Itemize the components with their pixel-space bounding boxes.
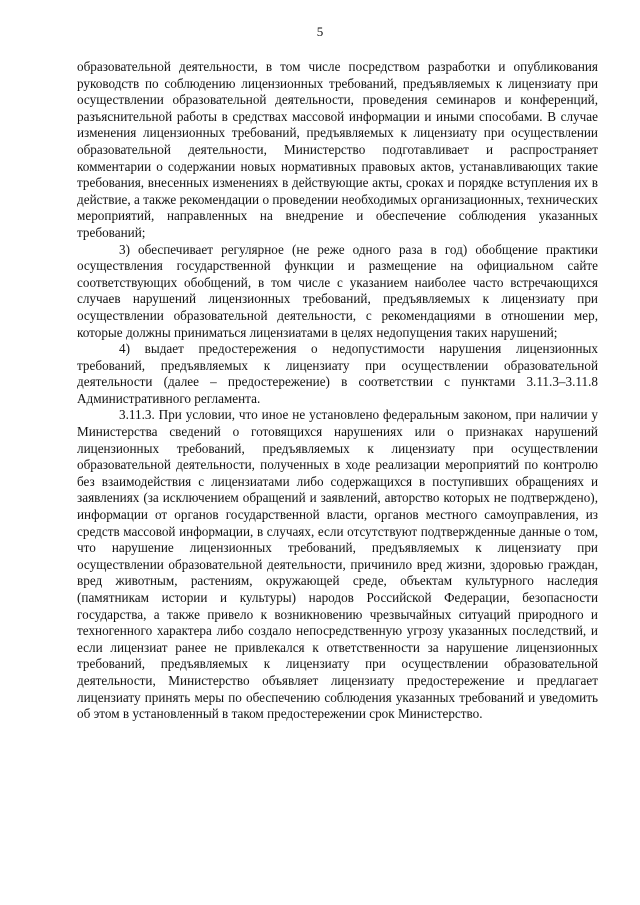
paragraph-item-4: 4) выдает предостережения о недопустимости нарушения лицензионных требований, предъявляемых к лицензиату при осуществлении образовательной деятельности (далее – предостережение) в соответствии с пунктами 3.11.3–3.11.8 Административного регламента.	[77, 341, 598, 406]
paragraph-item-3: 3) обеспечивает регулярное (не реже одного раза в год) обобщение практики осуществления государственной функции и размещение на официальном сайте соответствующих обобщений, в том числе с указанием наиболее часто встречающихся случаев нарушений лицензионных требований, предъявляемых к лицензиату при осуществлении образовательной деятельности, с рекомендациями в отношении мер, которые должны приниматься лицензиатами в целях недопущения таких нарушений;	[77, 241, 598, 340]
paragraph-3-11-3: 3.11.3. При условии, что иное не установлено федеральным законом, при наличии у Министерства сведений о готовящихся нарушениях или о признаках нарушений лицензионных требований, предъявляемых к лицензиату при осуществлении образовательной деятельности, полученных в ходе реализации мероприятий по контролю без взаимодействия с лицензиатами либо содержащихся в поступивших обращениях и заявлениях (за исключением обращений и заявлений, авторство которых не подтверждено), информации от органов государственной власти, органов местного самоуправления, из средств массовой информации, в случаях, если отсутствуют подтвержденные данные о том, что нарушение лицензионных требований, предъявляемых к лицензиату при осуществлении образовательной деятельности, причинило вред жизни, здоровью граждан, вред животным, растениям, окружающей среде, объектам культурного наследия (памятникам истории и культуры) народов Российской Федерации, безопасности государства, а также привело к возникновению чрезвычайных ситуаций природного и техногенного характера либо создало непосредственную угрозу указанных последствий, и если лицензиат ранее не привлекался к ответственности за нарушение лицензионных требований, предъявляемых к лицензиату при осуществлении образовательной деятельности, Министерство объявляет лицензиату предостережение и предлагает лицензиату принять меры по обеспечению соблюдения указанных требований и уведомить об этом в установленный в таком предостережении срок Министерство.	[77, 407, 598, 722]
paragraph-continuation: образовательной деятельности, в том числе посредством разработки и опубликования руководств по соблюдению лицензионных требований, предъявляемых к лицензиату при осуществлении образовательной деятельности, проведения семинаров и конференций, разъяснительной работы в средствах массовой информации и иными способами. В случае изменения лицензионных требований, предъявляемых к лицензиату при осуществлении образовательной деятельности, Министерство подготавливает и распространяет комментарии о содержании новых нормативных правовых актов, устанавливающих такие требования, внесенных изменениях в действующие акты, сроках и порядке вступления их в действие, а также рекомендации о проведении необходимых организационных, технических мероприятий, направленных на внедрение и обеспечение соблюдения указанных требований;	[77, 59, 598, 240]
page-number: 5	[316, 24, 324, 39]
document-body	[77, 59, 598, 723]
